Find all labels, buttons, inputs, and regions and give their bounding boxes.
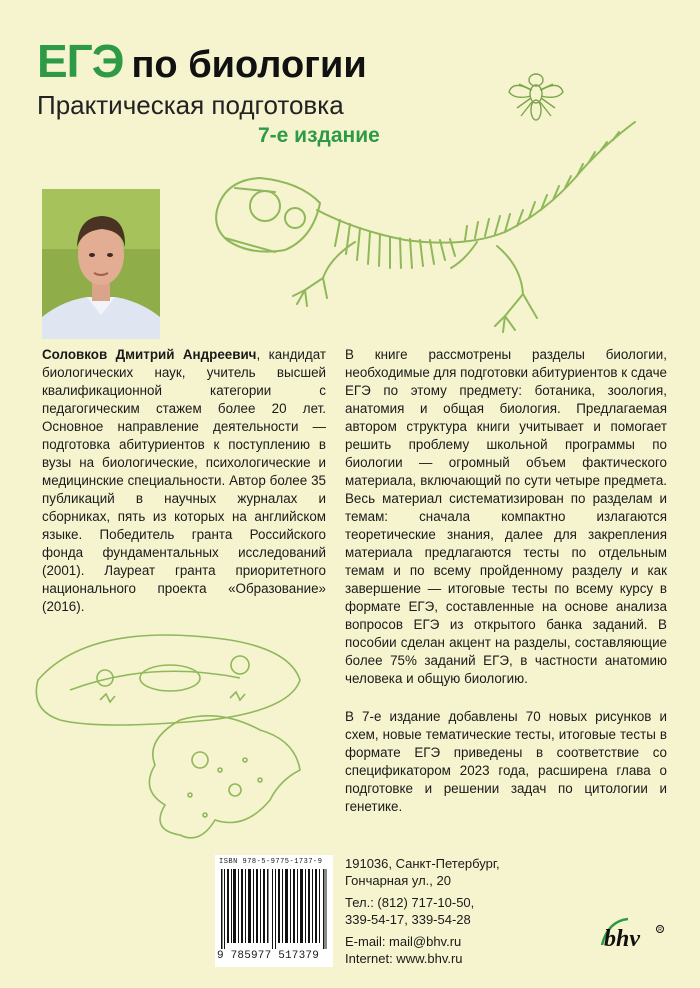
phone-line-1: Тел.: (812) 717-10-50,: [345, 895, 475, 910]
edition-label: 7-е издание: [258, 124, 380, 147]
publisher-contacts: [345, 856, 500, 967]
email-line: E-mail: mail@bhv.ru: [345, 934, 462, 949]
bhv-logo: [598, 915, 666, 958]
author-photo: [42, 189, 160, 339]
title-ege: ЕГЭ: [37, 35, 124, 87]
internet-line: Internet: www.bhv.ru: [345, 950, 463, 966]
protozoa-illustration: [30, 620, 330, 855]
book-description: [345, 346, 667, 836]
description-paragraph-2: В 7-е издание добавлены 70 новых рисунков и схем, новые тематические тесты, итоговые тесты в формате ЕГЭ приведены в соответствие со спецификатором 2023 года, расширена глава о подготовке и решении задач по цитологии и генетике.: [345, 709, 667, 814]
barcode-bars: [221, 869, 327, 949]
subtitle: Практическая подготовка: [37, 90, 344, 120]
svg-text:R: R: [658, 927, 662, 933]
author-bio: [42, 346, 326, 616]
skeleton-illustration: [205, 118, 645, 348]
isbn-label: ISBN 978-5-9775-1737-9: [219, 858, 323, 866]
title-main: [37, 34, 367, 88]
ean-number: 9 785977 517379: [217, 950, 320, 962]
isbn-barcode: [215, 855, 333, 967]
phone-line-2: 339-54-17, 339-54-28: [345, 911, 471, 927]
bhv-logo-text: bhv: [604, 926, 640, 952]
title-rest: по биологии: [131, 44, 367, 86]
description-paragraph-1: В книге рассмотрены разделы биологии, необходимые для подготовки абитуриентов к сдаче ЕГЭ по этому предмету: ботаника, зоология, анатомия и общая биология. Предлагаемая автором структура книги учитывает и помогает решить проблему школьной программы по биологии — огромный объем фактического материала, включающий по сути четыре предмета. Весь материал систематизирован по разделам и темам: сначала компактно излагаются теоретические знания, далее для закрепления материала предлагаются тесты по отдельным темам и по всему пройденному разделу и как завершение — итоговые тесты по всему курсу в формате ЕГЭ, составленные на основе анализа вопросов ЕГЭ из открытого банка заданий. В пособии сделан акцент на разделы, составляющие более 75% заданий ЕГЭ, в частности анатомию человека и общую биологию.: [345, 347, 667, 686]
author-bio-text: , кандидат биологических наук, учитель высшей квалификационной категории с педагогическим стажем более 20 лет. Основное направление деятельности — подготовка абитуриентов к поступлению в вузы на биологические, психологические и медицинские специальности. Автор более 35 публикаций в научных журналах и сборниках, пять из которых на английском языке. Победитель гранта Российского фонда фундаментальных исследований (2001). Лауреат гранта приоритетного национального проекта «Образование» (2016).: [42, 347, 326, 614]
author-name: Соловков Дмитрий Андреевич: [42, 347, 257, 362]
address-line-2: Гончарная ул., 20: [345, 872, 451, 888]
address-line-1: 191036, Санкт-Петербург,: [345, 856, 500, 871]
